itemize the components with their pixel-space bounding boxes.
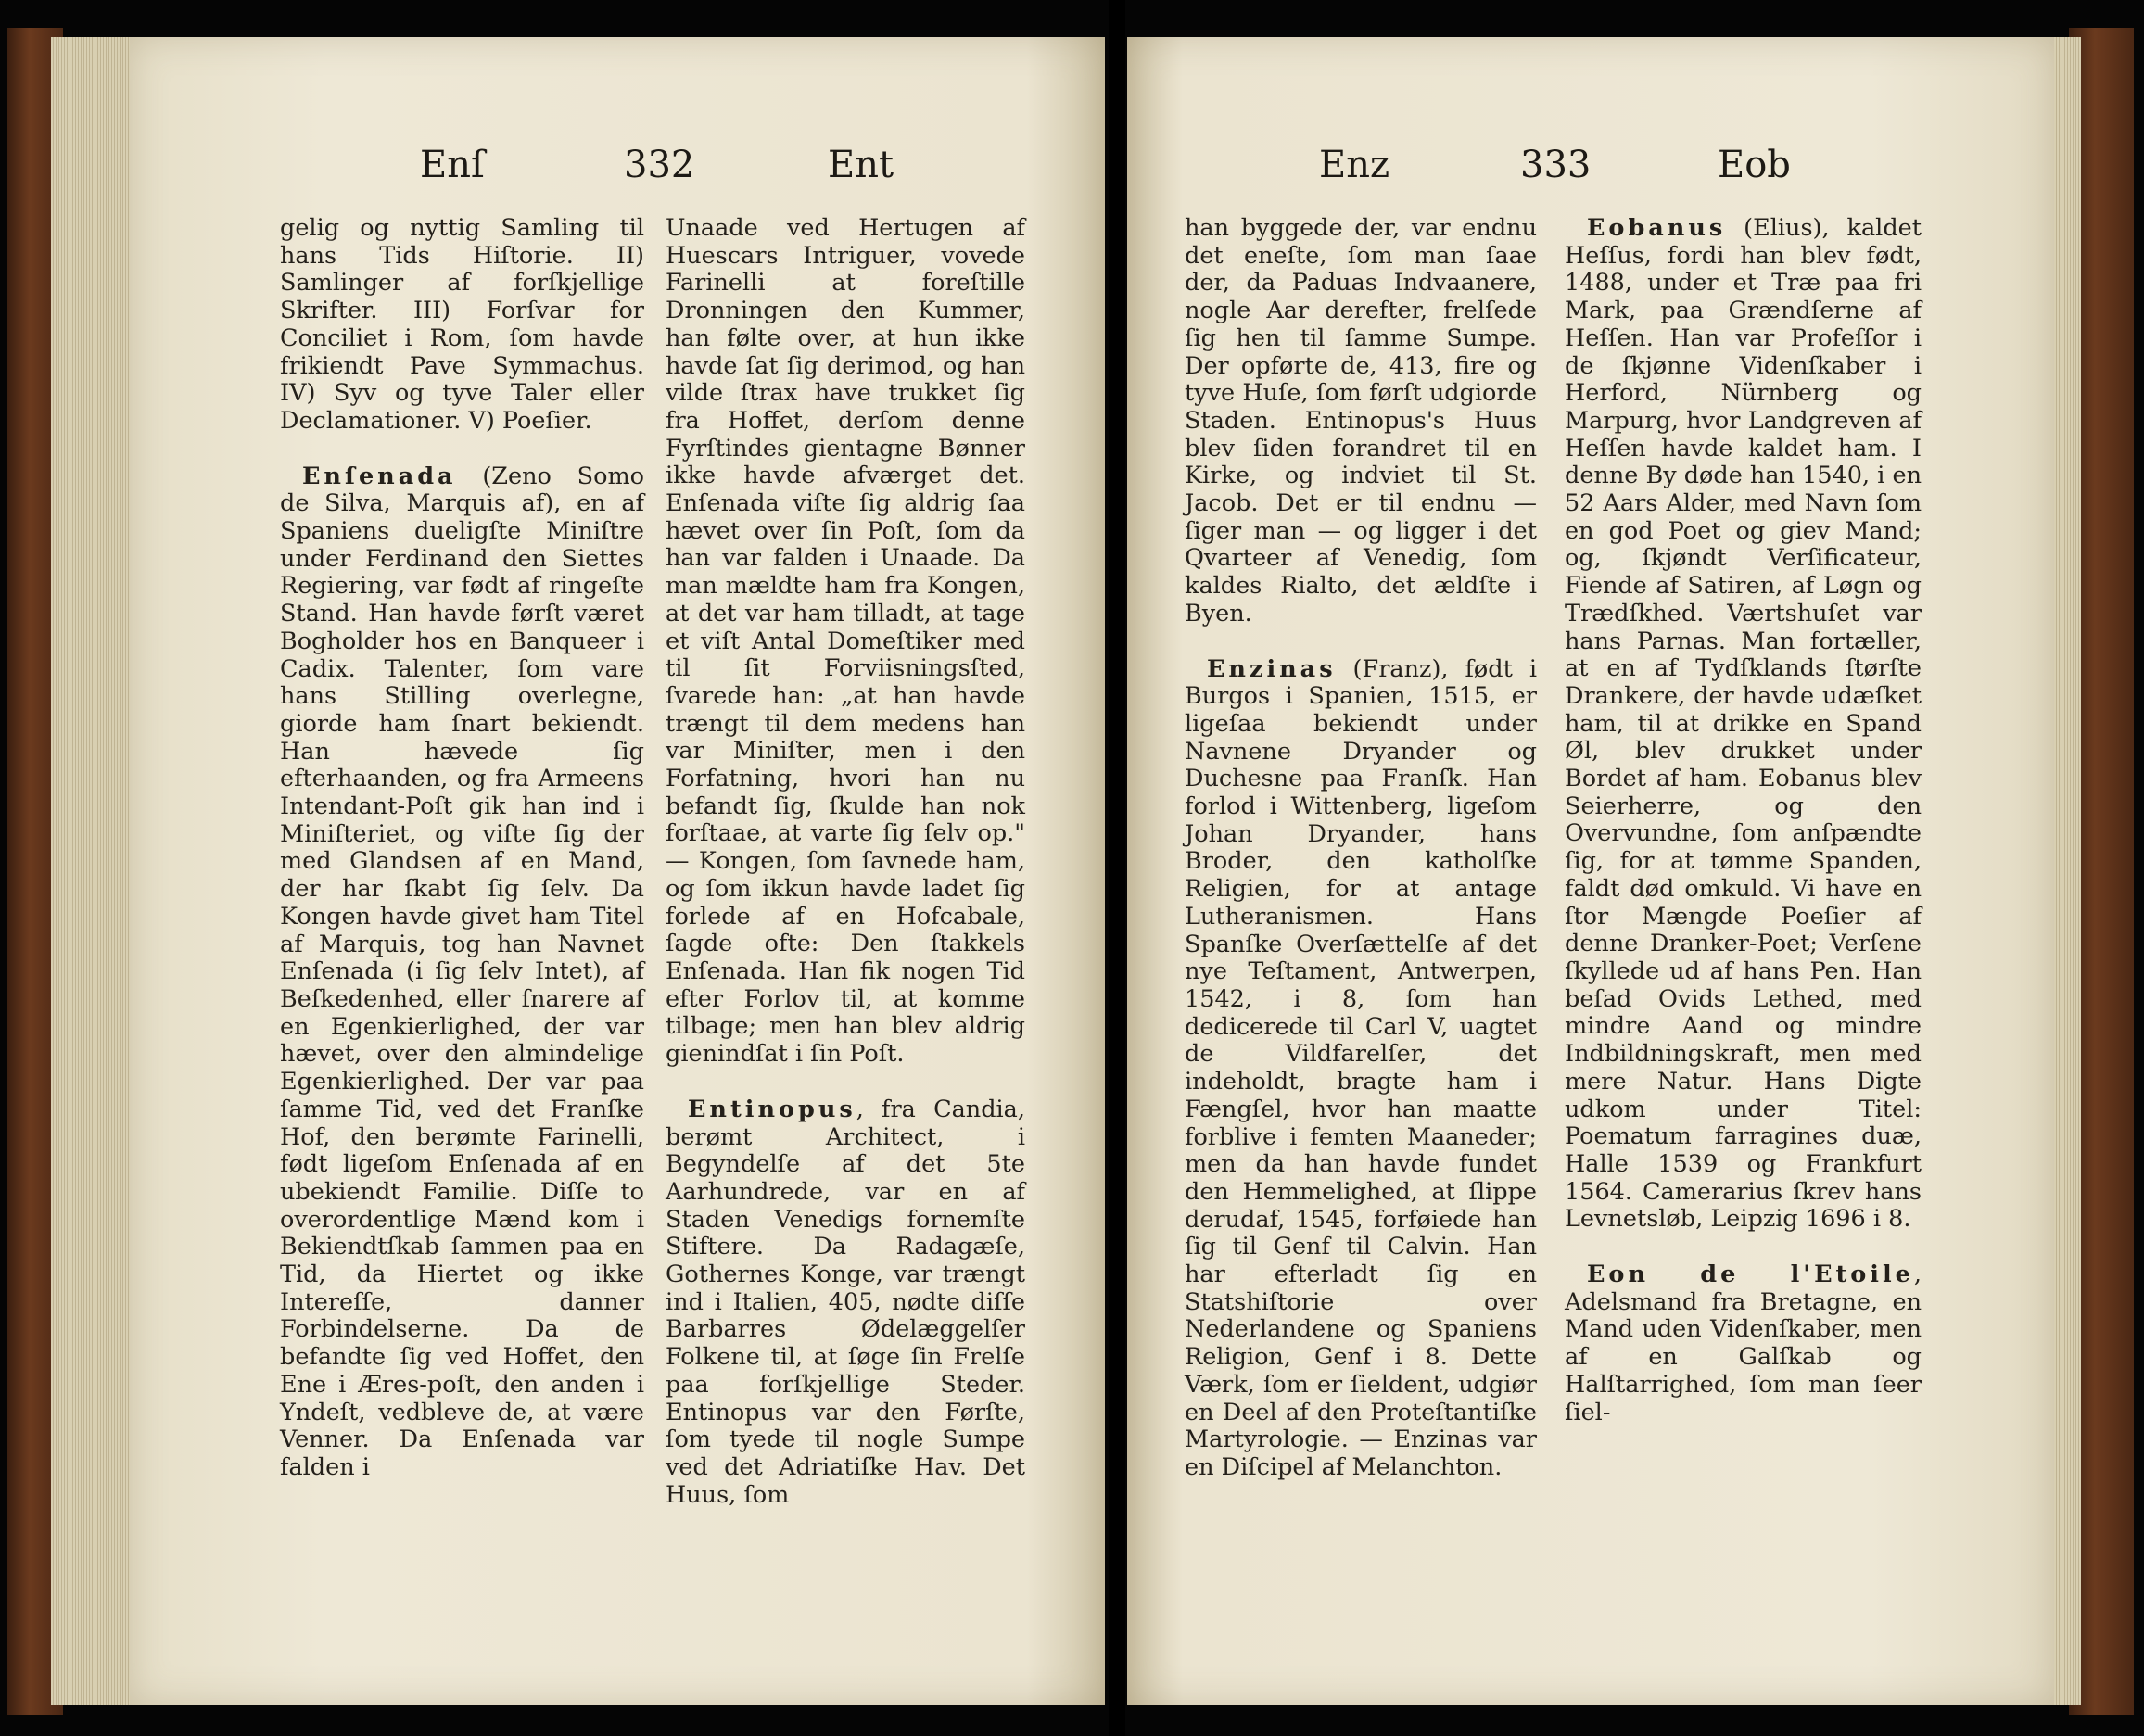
left-page-column-1 [280, 215, 644, 1482]
left-page-header [408, 144, 927, 199]
left-header-left-word: Enſ [420, 144, 485, 186]
left-page-number: 332 [624, 144, 695, 186]
entry-headword: Entinopus [688, 1095, 856, 1123]
entry-text: , fra Candia, berømt Architect, i Begyndelſe af det 5te Aarhundrede, var en af Staden Venedigs fornemſte Stiftere. Da Radagæſe, Gothernes Konge, var trængt ind i Italien, 405, nødte diſſe Barbarres Ødelæggelſer Folkene til, at ſøge ſin Frelſe paa forſkjellige Steder. Entinopus var den Førſte, ſom tyede til nogle Sumpe ved det Adriatiſke Hav. Det Huus, ſom [666, 1095, 1025, 1509]
entry-text: gelig og nyttig Samling til hans Tids Hiſtorie. II) Samlinger af forſkjellige Skrifter. III) Forſvar for Conciliet i Rom, ſom havde frikiendt Pave Symmachus. IV) Syv og tyve Taler eller Declamationer. V) Poeſier. [280, 214, 644, 435]
entry-headword: Eobanus [1587, 214, 1727, 242]
entry-text: , Adelsmand fra Bretagne, en Mand uden Videnſkaber, men af en Galſkab og Halſtarrighed, ſom man ſeer ſiel- [1565, 1261, 1922, 1426]
entry-text: Unaade ved Hertugen af Huescars Intriguer, vovede Farinelli at foreſtille Dronningen den Kummer, han følte over, at hun ikke havde ſat ſig derimod, og han vilde ſtrax have trukket ſig fra Hoffet, derſom denne Fyrſtindes gientagne Bønner ikke havde afværget det. Enſenada viſte ſig aldrig ſaa hævet over ſin Poſt, ſom da han var falden i Unaade. Da man mældte ham fra Kongen, at det var ham tilladt, at tage et viſt Antal Domeſtiker med til ſit Forviisningsſted, ſvarede han: „at han havde trængt til dem medens han var Miniſter, men i den Forfatning, hvori han nu befandt ſig, ſkulde han nok forſtaae, at varte ſig ſelv op." — Kongen, ſom ſavnede ham, og ſom ikkun havde ladet ſig forlede af en Hofcabale, ſagde ofte: Den ſtakkels Enſenada. Han fik nogen Tid efter Forlov til, at komme tilbage; men han blev aldrig gienindſat i ſin Poſt. [666, 214, 1025, 1069]
entry-text: (Elius), kaldet Heſſus, fordi han blev født, 1488, under et Træ paa fri Mark, paa Grændſerne af Heſſen. Han var Profeſſor i de ſkjønne Videnſkaber i Herford, Nürnberg og Marpurg, hvor Landgreven af Heſſen havde kaldet ham. I denne By døde han 1540, i en 52 Aars Alder, med Navn ſom en god Poet og giev Mand; og, ſkjøndt Verſificateur, Fiende af Satiren, af Løgn og Trædſkhed. Værtshuſet var hans Parnas. Man fortæller, at en af Tydſklands ſtørſte Drankere, der havde udæſket ham, til at drikke en Spand Øl, blev drukket under Bordet af ham. Eobanus blev Seierherre, og den Overvundne, ſom anſpændte ſig, for at tømme Spanden, faldt død omkuld. Vi have en ſtor Mængde Poeſier af denne Dranker-Poet; Verſene ſkyllede ud af hans Pen. Han beſad Ovids Lethed, med mindre Aand og mindre Indbildningskraft, men med mere Natur. Hans Digte udkom under Titel: Poematum farragines duæ, Halle 1539 og Frankfurt 1564. Camerarius ſkrev hans Levnetsløb, Leipzig 1696 i 8. [1565, 214, 1922, 1234]
page-edges-left [51, 37, 134, 1705]
right-header-right-word: Eob [1718, 144, 1791, 186]
left-header-right-word: Ent [828, 144, 894, 186]
book-gutter [1109, 0, 1125, 1736]
entry-headword: Enſenada [302, 462, 457, 490]
dictionary-entry [280, 463, 644, 1482]
left-page-column-2 [666, 215, 1025, 1509]
entry-continuation [280, 215, 644, 436]
dictionary-entry [666, 1096, 1025, 1510]
entry-continuation [666, 215, 1025, 1069]
right-page-column-1 [1185, 215, 1537, 1482]
entry-text: (Franz), født i Burgos i Spanien, 1515, er ligeſaa bekiendt under Navnene Dryander og Duchesne paa Franſk. Han forlod i Wittenberg, ligeſom Johan Dryander, hans Broder, den katholſke Religien, for at antage Lutheranismen. Hans Spanſke Overſættelſe af det nye Teſtament, Antwerpen, 1542, i 8, ſom han dedicerede til Carl V, uagtet de Vildfarelſer, det indeholdt, bragte ham i Fængſel, hvor han maatte forblive i femten Maaneder; men da han havde fundet den Hemmelighed, at ſlippe derudaf, 1545, forføiede han ſig til Genf til Calvin. Han har efterladt ſig en Statshiſtorie over Nederlandene og Spaniens Religion, Genf i 8. Dette Værk, ſom er ſieldent, udgiør en Deel af den Proteſtantiſke Martyrologie. — Enzinas var en Diſcipel af Melanchton. [1185, 654, 1537, 1481]
dictionary-entry [1565, 215, 1922, 1234]
entry-headword: Eon de l'Etoile [1587, 1261, 1914, 1289]
right-header-left-word: Enz [1319, 144, 1390, 186]
entry-continuation [1185, 215, 1537, 628]
entry-text: han byggede der, var endnu det eneſte, ſom man ſaae der, da Paduas Indvaanere, nogle Aar derefter, frelſede ſig hen til ſamme Sumpe. Der opførte de, 413, fire og tyve Huſe, ſom førſt udgiorde Staden. Entinopus's Huus blev ſiden forandret til en Kirke, og indviet til St. Jacob. Det er til endnu — ſiger man — og ligger i det Qvarteer af Venedig, ſom kaldes Rialto, det ældſte i Byen. [1185, 214, 1537, 627]
entry-headword: Enzinas [1207, 654, 1337, 683]
right-page-number: 333 [1520, 144, 1592, 186]
entry-text: (Zeno Somo de Silva, Marquis af), en af Spaniens dueligſte Miniſtre under Ferdinand den Siettes Regiering, var født af ringeſte Stand. Han havde førſt været Bogholder hos en Banqueer i Cadix. Talenter, ſom vare hans Stilling overlegne, giorde ham ſnart bekiendt. Han hævede ſig efterhaanden, og fra Armeens Intendant-Poſt gik han ind i Miniſteriet, og viſte ſig der med Glandsen af en Mand, der har ſkabt ſig ſelv. Da Kongen havde givet ham Titel af Marquis, tog han Navnet Enſenada (i ſig ſelv Intet), af Beſkedenhed, eller ſnarere af en Egenkierlighed, der var hævet, over den almindelige Egenkierlighed. Der var paa ſamme Tid, ved det Franſke Hof, den berømte Farinelli, født ligeſom Enſenada af en ubekiendt Familie. Diſſe to overordentlige Mænd kom i Bekiendtſkab ſammen paa en Tid, da Hiertet og ikke Intereſſe, danner Forbindelserne. Da de befandte ſig ved Hoffet, den Ene i Æres-poſt, den anden i Yndeſt, vedbleve de, at være Venner. Da Enſenada var falden i [280, 462, 644, 1481]
dictionary-entry [1565, 1261, 1922, 1426]
right-page-column-2 [1565, 215, 1922, 1426]
dictionary-entry [1185, 656, 1537, 1482]
right-page-header [1316, 144, 1835, 199]
